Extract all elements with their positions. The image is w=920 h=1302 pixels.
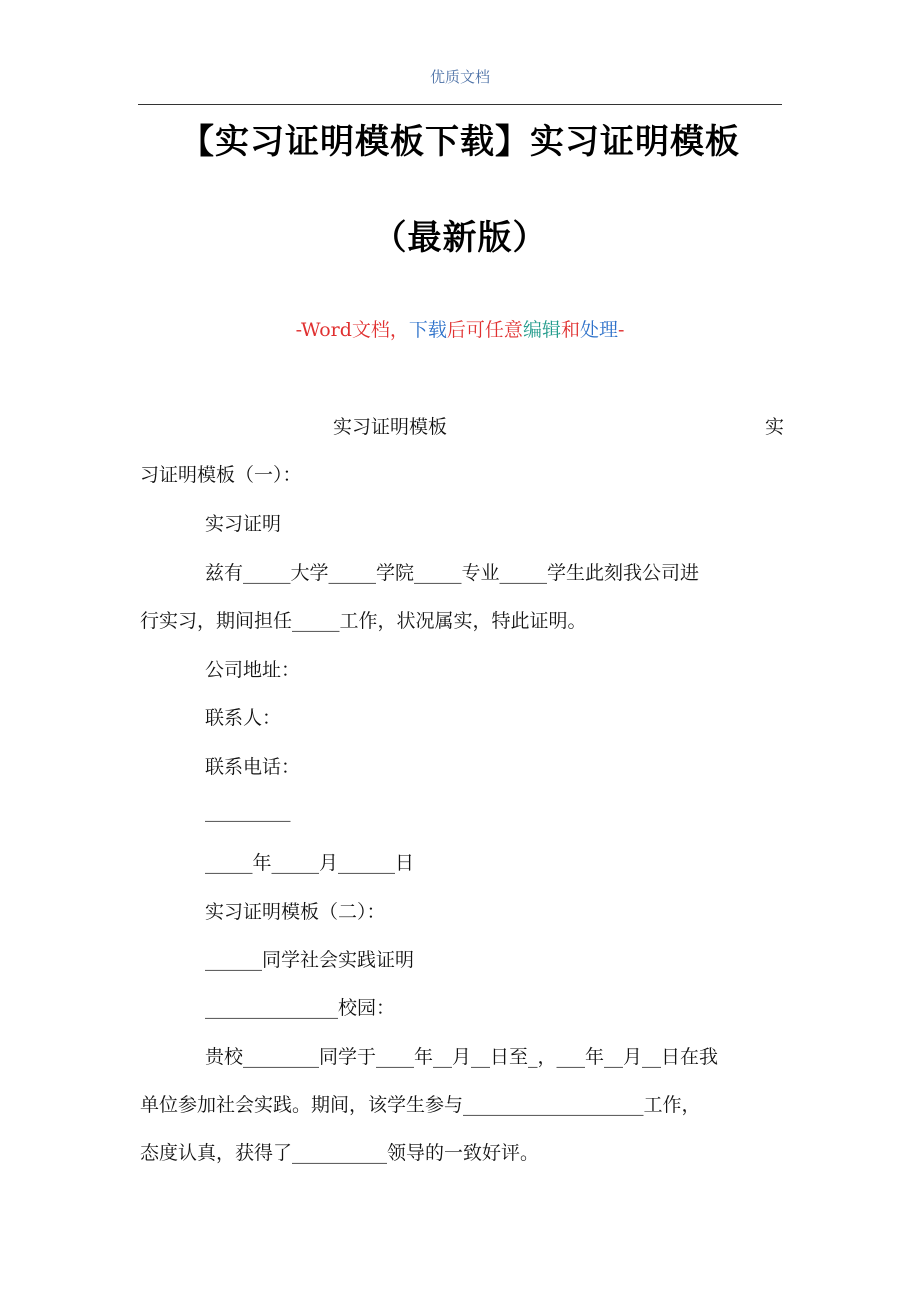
note-part-and: 和	[560, 319, 580, 341]
note-part-download: 下载	[408, 319, 447, 341]
paragraph-line: 贵校________同学于____年__月__日至_，___年__月__日在我	[205, 1046, 719, 1068]
template-one-heading: 习证明模板（一）：	[140, 464, 302, 486]
paragraph-line: 行实习，期间担任_____工作，状况属实，特此证明。	[140, 610, 587, 632]
date-blank: _____年_____月______日	[205, 852, 415, 874]
company-address-label: 公司地址：	[205, 659, 301, 681]
practice-certificate-title: ______同学社会实践证明	[205, 949, 415, 971]
template-two-heading: 实习证明模板（二）：	[205, 901, 386, 923]
section-heading-wrap: 实	[765, 416, 785, 438]
note-part-end: -	[617, 319, 625, 341]
section-heading: 实习证明模板	[333, 416, 448, 438]
note-part-edit: 编辑	[522, 319, 561, 341]
contact-person-label: 联系人：	[205, 707, 282, 729]
document-title: 【实习证明模板下载】实习证明模板	[180, 122, 740, 162]
signature-blank: _________	[205, 800, 291, 822]
document-title-version: （最新版）	[372, 218, 548, 258]
paragraph-line: 单位参加社会实践。期间，该学生参与___________________工作，	[140, 1094, 701, 1116]
note-part-process: 处理	[579, 319, 618, 341]
download-note	[0, 315, 920, 342]
certificate-title: 实习证明	[205, 513, 282, 535]
header-divider	[138, 104, 782, 105]
note-part-doc: 文档，	[351, 319, 409, 341]
paragraph-line: 兹有_____大学_____学院_____专业_____学生此刻我公司进	[205, 562, 700, 584]
school-salutation: ______________校园：	[205, 997, 396, 1019]
note-part-any: 后可任意	[446, 319, 523, 341]
page-header: 优质文档	[429, 68, 490, 86]
paragraph-line: 态度认真，获得了__________领导的一致好评。	[140, 1142, 540, 1164]
note-part-word: -Word	[295, 319, 352, 341]
contact-phone-label: 联系电话：	[205, 756, 301, 778]
